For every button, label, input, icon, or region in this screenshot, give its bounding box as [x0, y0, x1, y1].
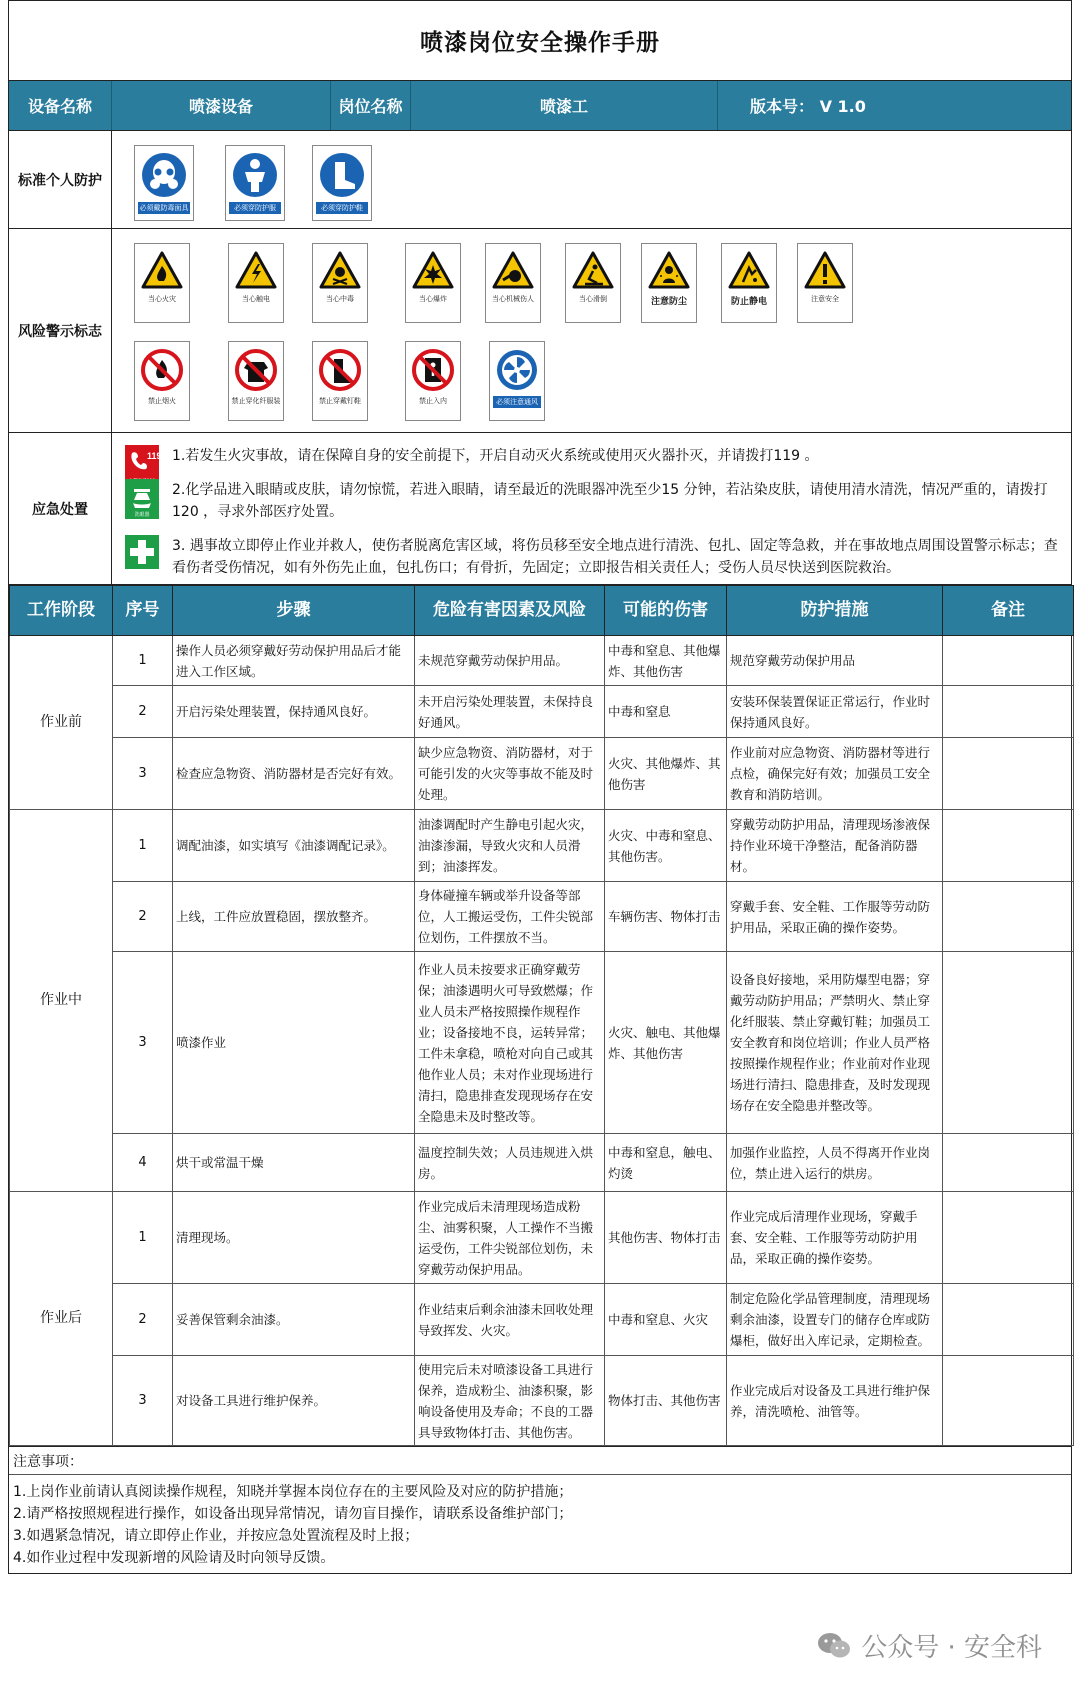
step-cell: 操作人员必须穿戴好劳动保护用品后才能进入工作区域。	[173, 636, 415, 686]
table-row	[10, 1134, 1074, 1192]
sign-caption: 当心触电	[242, 295, 270, 303]
post-label: 岗位名称	[331, 81, 411, 130]
sign-caption: 当心机械伤人	[492, 295, 534, 303]
injury-cell: 中毒和窒息，触电、灼烫	[605, 1134, 727, 1192]
note-item: 2.请严格按照规程进行操作，如设备出现异常情况，请勿盲目操作，请联系设备维护部门；	[13, 1506, 573, 1522]
watermark-text: 公众号 · 安全科	[861, 1633, 1042, 1663]
warning-signs	[112, 229, 1071, 432]
no-synthetic-clothing-icon	[228, 341, 284, 421]
emergency-body	[112, 433, 1071, 584]
hazard-cell: 油漆调配时产生静电引起火灾，油漆渗漏，导致火灾和人员滑到；油漆挥发。	[415, 810, 605, 882]
static-warning-icon	[721, 243, 777, 323]
injury-cell: 其他伤害、物体打击	[605, 1192, 727, 1284]
step-cell: 上线，工件应放置稳固，摆放整齐。	[173, 882, 415, 952]
step-cell: 清理现场。	[173, 1192, 415, 1284]
ppe-caption: 必须戴防毒面具	[139, 204, 189, 212]
fire-warning-icon	[134, 243, 190, 323]
header-row	[9, 81, 1071, 131]
measure-cell: 穿戴手套、安全鞋、工作服等劳动防护用品，采取正确的操作姿势。	[727, 882, 943, 952]
table-row	[10, 1192, 1074, 1284]
remark-cell	[943, 952, 1074, 1134]
step-cell: 开启污染处理装置，保持通风良好。	[173, 686, 415, 738]
remark-cell	[943, 1134, 1074, 1192]
watermark	[817, 1627, 1042, 1664]
electric-shock-warning-icon	[228, 243, 284, 323]
table-row	[10, 1356, 1074, 1446]
remark-cell	[943, 636, 1074, 686]
sign-caption: 注意安全	[811, 295, 839, 303]
hazard-cell: 温度控制失效；人员违规进入烘房。	[415, 1134, 605, 1192]
remark-cell	[943, 882, 1074, 952]
step-cell: 检查应急物资、消防器材是否完好有效。	[173, 738, 415, 810]
hazard-cell: 作业人员未按要求正确穿戴劳保；油漆遇明火可导致燃爆；作业人员未严格按照操作规程作业；设备接地不良，运转异常；工件未拿稳，喷枪对向自己或其他作业人员；未对作业现场进行清扫，隐患排查发现现场存在安全隐患未及时整改等。	[415, 952, 605, 1134]
seq-cell: 2	[113, 882, 173, 952]
measure-cell: 规范穿戴劳动保护用品	[727, 636, 943, 686]
poison-warning-icon	[312, 243, 368, 323]
table-row	[10, 738, 1074, 810]
table-row	[10, 686, 1074, 738]
sign-caption: 必须注意通风	[493, 396, 542, 408]
measure-cell: 穿戴劳动防护用品，清理现场渗液保持作业环境干净整洁，配备消防器材。	[727, 810, 943, 882]
first-aid-icon	[125, 535, 159, 569]
sign-caption: 禁止穿化纤服装	[231, 397, 281, 405]
device-label: 设备名称	[9, 81, 112, 130]
column-header-remark: 备注	[943, 586, 1074, 636]
protective-suit-icon	[225, 145, 285, 221]
sign-caption: 注意防尘	[650, 297, 687, 307]
emergency-text: 2.化学品进入眼睛或皮肤，请勿惊慌，若进入眼睛，请至最近的洗眼器冲洗至少15 分钟，若沾染皮肤，请使用清水清洗，情况严重的，请拨打 120 ，寻求外部医疗处置。	[172, 482, 1048, 520]
seq-cell: 1	[113, 810, 173, 882]
remark-cell	[943, 1356, 1074, 1446]
column-header-step: 步骤	[173, 586, 415, 636]
sign-caption: 防止静电	[730, 297, 767, 307]
step-cell: 烘干或常温干燥	[173, 1134, 415, 1192]
version-text: 版本号： V 1.0	[750, 97, 866, 116]
measure-cell: 安装环保装置保证正常运行，作业时保持通风良好。	[727, 686, 943, 738]
table-row	[10, 952, 1074, 1134]
emergency-label: 应急处置	[9, 433, 112, 584]
hazard-cell: 使用完后未对喷漆设备工具进行保养，造成粉尘、油漆积聚，影响设备使用及寿命；不良的工器具导致物体打击、其他伤害。	[415, 1356, 605, 1446]
page-title: 喷漆岗位安全操作手册	[9, 1, 1071, 81]
injury-cell: 火灾、中毒和窒息、其他伤害。	[605, 810, 727, 882]
table-header-row	[10, 586, 1074, 636]
sign-caption: 当心火灾	[148, 295, 176, 303]
seq-cell: 1	[113, 636, 173, 686]
remark-cell	[943, 1284, 1074, 1356]
hazard-cell: 未规范穿戴劳动保护用品。	[415, 636, 605, 686]
seq-cell: 1	[113, 1192, 173, 1284]
table-row	[10, 1284, 1074, 1356]
emergency-text: 3. 遇事故立即停止作业并救人，使伤者脱离危害区域，将伤员移至安全地点进行清洗、包扎、固定等急救，并在事故地点周围设置警示标志；查看伤者受伤情况，如有外伤先止血，包扎伤口；有骨折，先固定；立即报告相关责任人；受伤人员尽快送到医院救治。	[172, 538, 1058, 576]
emergency-item	[112, 479, 1071, 523]
svg-text:119: 119	[147, 451, 162, 461]
eyewash-icon	[125, 479, 159, 519]
injury-cell: 中毒和窒息、火灾	[605, 1284, 727, 1356]
hazard-cell: 未开启污染处理装置，未保持良好通风。	[415, 686, 605, 738]
no-entry-icon	[405, 341, 461, 421]
step-cell: 喷漆作业	[173, 952, 415, 1134]
injury-cell: 火灾、其他爆炸、其他伤害	[605, 738, 727, 810]
sign-caption: 禁止入内	[419, 397, 447, 405]
ppe-signs	[112, 131, 1071, 228]
seq-cell: 2	[113, 686, 173, 738]
seq-cell: 4	[113, 1134, 173, 1192]
seq-cell: 3	[113, 1356, 173, 1446]
hazard-cell: 作业完成后未清理现场造成粉尘、油雾积聚，人工操作不当搬运受伤，工件尖锐部位划伤，未穿戴劳动保护用品。	[415, 1192, 605, 1284]
general-warning-icon	[797, 243, 853, 323]
measure-cell: 加强作业监控，人员不得离开作业岗位，禁止进入运行的烘房。	[727, 1134, 943, 1192]
notes-section	[9, 1446, 1071, 1573]
step-cell: 妥善保管剩余油漆。	[173, 1284, 415, 1356]
column-header-stage: 工作阶段	[10, 586, 113, 636]
note-item: 4.如作业过程中发现新增的风险请及时向领导反馈。	[13, 1550, 335, 1566]
remark-cell	[943, 738, 1074, 810]
column-header-seq: 序号	[113, 586, 173, 636]
stage-cell: 作业中	[10, 810, 113, 1192]
wechat-icon	[817, 1632, 851, 1660]
hazard-cell: 身体碰撞车辆或举升设备等部位，人工搬运受伤，工件尖锐部位划伤，工件摆放不当。	[415, 882, 605, 952]
ppe-section	[9, 131, 1071, 229]
table-row	[10, 810, 1074, 882]
ppe-caption: 必须穿防护鞋	[316, 202, 368, 214]
column-header-measure: 防护措施	[727, 586, 943, 636]
dust-warning-icon	[641, 243, 697, 323]
sign-caption: 禁止烟火	[148, 397, 176, 405]
table-row	[10, 882, 1074, 952]
injury-cell: 车辆伤害、物体打击	[605, 882, 727, 952]
injury-cell: 物体打击、其他伤害	[605, 1356, 727, 1446]
warning-section	[9, 229, 1071, 433]
no-smoking-fire-icon	[134, 341, 190, 421]
measure-cell: 制定危险化学品管理制度，清理现场剩余油漆，设置专门的储存仓库或防爆柜，做好出入库记录，定期检查。	[727, 1284, 943, 1356]
table-row	[10, 636, 1074, 686]
emergency-section	[9, 433, 1071, 585]
sign-caption: 当心滑倒	[579, 295, 607, 303]
remark-cell	[943, 686, 1074, 738]
note-item: 3.如遇紧急情况，请立即停止作业，并按应急处置流程及时上报；	[13, 1528, 419, 1544]
device-value: 喷漆设备	[112, 81, 331, 130]
measure-cell: 作业完成后对设备及工具进行维护保养，清洗喷枪、油管等。	[727, 1356, 943, 1446]
ventilation-required-icon	[489, 341, 545, 421]
hazard-cell: 作业结束后剩余油漆未回收处理导致挥发、火灾。	[415, 1284, 605, 1356]
measure-cell: 设备良好接地，采用防爆型电器；穿戴劳动防护用品；严禁明火、禁止穿化纤服装、禁止穿戴钉鞋；加强员工安全教育和岗位培训；作业人员严格按照操作规程作业；作业前对作业现场进行清扫、隐患排查，及时发现现场存在安全隐患并整改等。	[727, 952, 943, 1134]
manual-sheet	[8, 0, 1072, 1574]
slippery-warning-icon	[565, 243, 621, 323]
remark-cell	[943, 1192, 1074, 1284]
machinery-injury-warning-icon	[485, 243, 541, 323]
explosion-warning-icon	[405, 243, 461, 323]
sign-caption: 禁止穿戴钉鞋	[319, 397, 361, 405]
ppe-label: 标准个人防护	[9, 131, 112, 228]
column-header-hazard: 危险有害因素及风险	[415, 586, 605, 636]
stage-cell: 作业后	[10, 1192, 113, 1446]
no-nailed-shoes-icon	[312, 341, 368, 421]
post-value: 喷漆工	[411, 81, 718, 130]
operation-table	[9, 585, 1074, 1446]
note-item: 1.上岗作业前请认真阅读操作规程，知晓并掌握本岗位存在的主要风险及对应的防护措施；	[13, 1484, 573, 1500]
emergency-text: 1.若发生火灾事故，请在保障自身的安全前提下，开启自动灭火系统或使用灭火器扑灭，并请拨打119 。	[172, 448, 819, 464]
remark-cell	[943, 810, 1074, 882]
ppe-caption: 必须穿防护服	[229, 202, 281, 214]
seq-cell: 3	[113, 738, 173, 810]
emergency-item	[112, 535, 1071, 583]
seq-cell: 3	[113, 952, 173, 1134]
injury-cell: 中毒和窒息	[605, 686, 727, 738]
sign-caption: 当心中毒	[326, 295, 354, 303]
gas-mask-icon	[134, 145, 194, 221]
injury-cell: 中毒和窒息、其他爆炸、其他伤害	[605, 636, 727, 686]
step-cell: 对设备工具进行维护保养。	[173, 1356, 415, 1446]
injury-cell: 火灾、触电、其他爆炸、其他伤害	[605, 952, 727, 1134]
measure-cell: 作业完成后清理作业现场，穿戴手套、安全鞋、工作服等劳动防护用品，采取正确的操作姿势。	[727, 1192, 943, 1284]
notes-title: 注意事项：	[9, 1447, 1071, 1475]
protective-boots-icon	[312, 145, 372, 221]
column-header-injury: 可能的伤害	[605, 586, 727, 636]
warning-label: 风险警示标志	[9, 229, 112, 432]
stage-cell: 作业前	[10, 636, 113, 810]
hazard-cell: 缺少应急物资、消防器材，对于可能引发的火灾等事故不能及时处理。	[415, 738, 605, 810]
seq-cell: 2	[113, 1284, 173, 1356]
svg-text:洗眼器: 洗眼器	[134, 512, 150, 518]
measure-cell: 作业前对应急物资、消防器材等进行点检，确保完好有效；加强员工安全教育和消防培训。	[727, 738, 943, 810]
step-cell: 调配油漆，如实填写《油漆调配记录》。	[173, 810, 415, 882]
sign-caption: 当心爆炸	[419, 295, 447, 303]
